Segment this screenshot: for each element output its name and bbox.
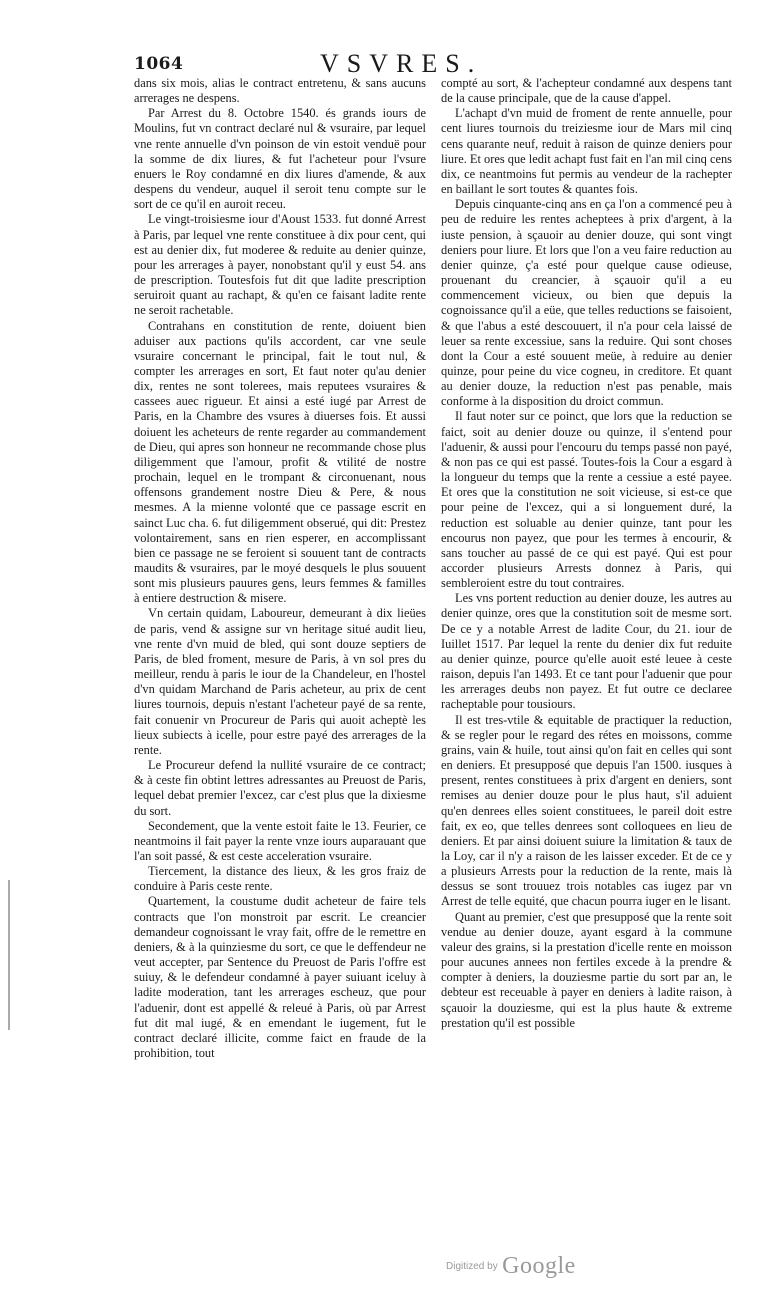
paragraph: Vn certain quidam, Laboureur, demeurant à dix lieües de paris, vend & assigne sur vn heritage situé audit lieu, vne rente d'vn muid de bled, qui sont douze septiers de Paris, de bled froment, mesure de Paris, à vn sol pres du meilleur, rendu à paris le iour de la Chandeleur, en l'hostel d'vn quidam Marchand de Paris acheteur, au prix de cent liures tournois, depuis n'estant l'acheteur payé de sa rente, fait conuenir vn Procureur de Paris qui auoit acheptè les lieux subiects à icelle, pour estre payé des arrerages de la rente. [134,606,426,757]
paragraph: Par Arrest du 8. Octobre 1540. és grands iours de Moulins, fut vn contract declaré nul & vsuraire, par lequel vne rente annuelle d'vn poinson de vin estoit venduë pour la somme de dix liures, & fut l'acheteur pour l'vsure enuers le Roy condamné en dix liures d'amende, & aux despens du vendeur, auquel il seroit tenu compte sur le sort de ce qu'il en auroit receu. [134,106,426,212]
paragraph: dans six mois, alias le contract entretenu, & sans aucuns arrerages ne despens. [134,76,426,106]
paragraph: Tiercement, la distance des lieux, & les gros fraiz de conduire à Paris ceste rente. [134,864,426,894]
paragraph: L'achapt d'vn muid de froment de rente annuelle, pour cent liures tournois du treiziesme iour de Mars mil cinq cens quarante neuf, reduit à raison de quinze deniers pour liure. Et ores que ledit achapt fust fait en l'an mil cinq cens dix, ce neantmoins fut permis au vendeur de la rachepter en baillant le sort toutes & quantes fois. [441,106,732,197]
right-column [441,76,732,1031]
paragraph: Quant au premier, c'est que presupposé que la rente soit vendue au denier douze, ayant esgard à la commune valeur des grains, si la prestation d'icelle rente en moisson pour aucunes annees non fertiles excede à la prendre & compter à deniers, la douziesme partie du sort par an, le debteur est receuable à payer en deniers à ladite raison, à sçauoir la douziesme, qui est la plus haute & extreme prestation qu'il est possible [441,909,732,1030]
paragraph: Secondement, que la vente estoit faite le 13. Feurier, ce neantmoins il fait payer la rente vnze iours auparauant que l'an soit passé, & est ceste acceleration vsuraire. [134,818,426,863]
digitization-watermark [446,1253,576,1280]
running-head: VSVRES. [320,49,483,78]
binding-edge-mark [8,880,10,1030]
google-logo: Google [502,1253,576,1279]
paragraph: Il faut noter sur ce poinct, que lors que la reduction se faict, soit au denier douze ou quinze, il s'entend pour l'aduenir, & aussi pour l'encouru du temps passé non payé, & non pas ce qui est passé. Toutes-fois la Cour a esgard à la longueur du temps que la rente a cessiue a esté payee. Et ores que la constitution ne soit vicieuse, si est-ce que pour peine de l'excez, qui a si longuement duré, la reduction est soluable au denier quinze, tant pour les encourus non payez, que pour les termes à encourir, & sans toucher au passé de ce qui est payé. Qui est pour accorder plusieurs Arrests donnez à Paris, qui sembleroient estre du tout contraires. [441,409,732,591]
paragraph: Contrahans en constitution de rente, doiuent bien aduiser aux pactions qu'ils accordent, car vne seule vsuraire concernant le principal, fait le tout nul, & compter les arrerages en sort, Et faut noter qu'au denier dix, rentes ne sont tolerees, mais reputees vsuraires & cassees auec rigueur. Et ainsi a esté iugé par Arrest de Paris, en la Chambre des vsures à diuerses fois. Et aussi doiuent les acheteurs de rente regarder au commandement de Dieu, qui apres son honneur ne recommande chose plus diligemment que l'amour, profit & vtilité de nostre prochain, lequel en le trompant & circonuenant, nous offensons grandement nostre Dieu & Pere, & nous mesmes. A la mienne volonté que ce passage escrit en sainct Luc cha. 6. fut diligemment obserué, qui dit: Prestez volontairement, sans en rien esperer, en accomplissant bien ce passage ne se feroient si souuent tant de contracts maudits & vsuraires, par le moyé desquels le plus souuent sont mis plusieurs pauures gens, leurs femmes & familles à entiere destruction & misere. [134,318,426,606]
left-column [134,76,426,1061]
paragraph: Le Procureur defend la nullité vsuraire de ce contract; & à ceste fin obtint lettres adressantes au Preuost de Paris, lequel debat premier l'excez, car c'est plus que la dixiesme du sort. [134,758,426,818]
page-number: 1064 [134,54,184,74]
paragraph: Quartement, la coustume dudit acheteur de faire tels contracts que l'on monstroit par escrit. Le creancier demandeur cognoissant le vray fait, offre de le remettre en deniers, & à la quinziesme du sort, ce que le deffendeur ne veut accepter, par Sentence du Preuost de Paris l'offre est suiuy, & le defendeur condamné à payer suiuant iceluy à ladite moderation, tant les arrerages escheuz, que pour l'aduenir, dont est appellé & releué à Paris, où par Arrest fut dit mal iugé, & en emendant le iugement, fut le contract declaré illicite, comme faict en fraude de la prohibition, tout [134,894,426,1060]
paragraph: Le vingt-troisiesme iour d'Aoust 1533. fut donné Arrest à Paris, par lequel vne rente constituee à dix pour cent, qui est au denier dix, fut moderee & reduite au denier quinze, pour les arrerages à payer, nonobstant qu'il y eust 54. ans de prescription. Toutesfois fut dit que ladite prescription seruiroit quant au rachapt, & qu'en ce faisant ladite rente ne seroit rachetable. [134,212,426,318]
paragraph: Les vns portent reduction au denier douze, les autres au denier quinze, ores que la constitution soit de mesme sort. De ce y a notable Arrest de ladite Cour, du 21. iour de Iuillet 1517. Par lequel la rente du denier dix fut reduite au denier quinze, pource qu'elle auoit esté leuee à ceste raison, depuis l'an 1493. Et ce tant pour l'aduenir que pour les arrerages deubs non payez. Et fut outre ce declaree racheptable pour tousiours. [441,591,732,712]
digitized-by-text: Digitized by [446,1261,498,1272]
paragraph: compté au sort, & l'achepteur condamné aux despens tant de la cause principale, que de la cause d'appel. [441,76,732,106]
paragraph: Il est tres-vtile & equitable de practiquer la reduction, & se regler pour le regard des rétes en moissons, comme grains, vain & huile, tout ainsi qu'on fait en celles qui sont en deniers. Et presupposé que depuis l'an 1500. iusques à present, rentes constituees à prix d'argent en deniers, sont remises au denier douze pour le plus haut, s'il aduient qu'en denrees elles soient constituees, le pareil doit estre fait, ex eo, que telles denrees sont colloquees en lieu de deniers. Et par ainsi doiuent suiure la limitation & taux de la Loy, car il n'y a raison de les laisser exceder. Et de ce y a plusieurs Arrests pour la reduction de la rente, mais là dessus se sont trouuez trois notables cas iugez par vn Arrest de telle equité, que chacun pourra iuger en le lisant. [441,712,732,909]
paragraph: Depuis cinquante-cinq ans en ça l'on a commencé peu à peu de reduire les rentes acheptees à prix d'argent, à la iuste pension, à sçauoir au denier douze, qui sont vingt deniers pour liure. Et lors que l'on a veu faire reduction au denier quinze, ç'a esté pour quelque cause odieuse, prouenant du creancier, à sçauoir qu'il a eu commencement vicieux, ou bien que depuis la cognoissance qu'il a eüe, que telles reductions se faisoient, & que l'abus a esté descouuert, il n'a pour cela laissé de leuer sa rente excessiue, sans la reduire. Qui sont choses dont la Cour a esté souuent meüe, à reduire au denier quinze, pour peine du vice cogneu, in creditore. Et quant au denier douze, la reduction n'est pas penable, mais conforme à la disposition du droict commun. [441,197,732,409]
